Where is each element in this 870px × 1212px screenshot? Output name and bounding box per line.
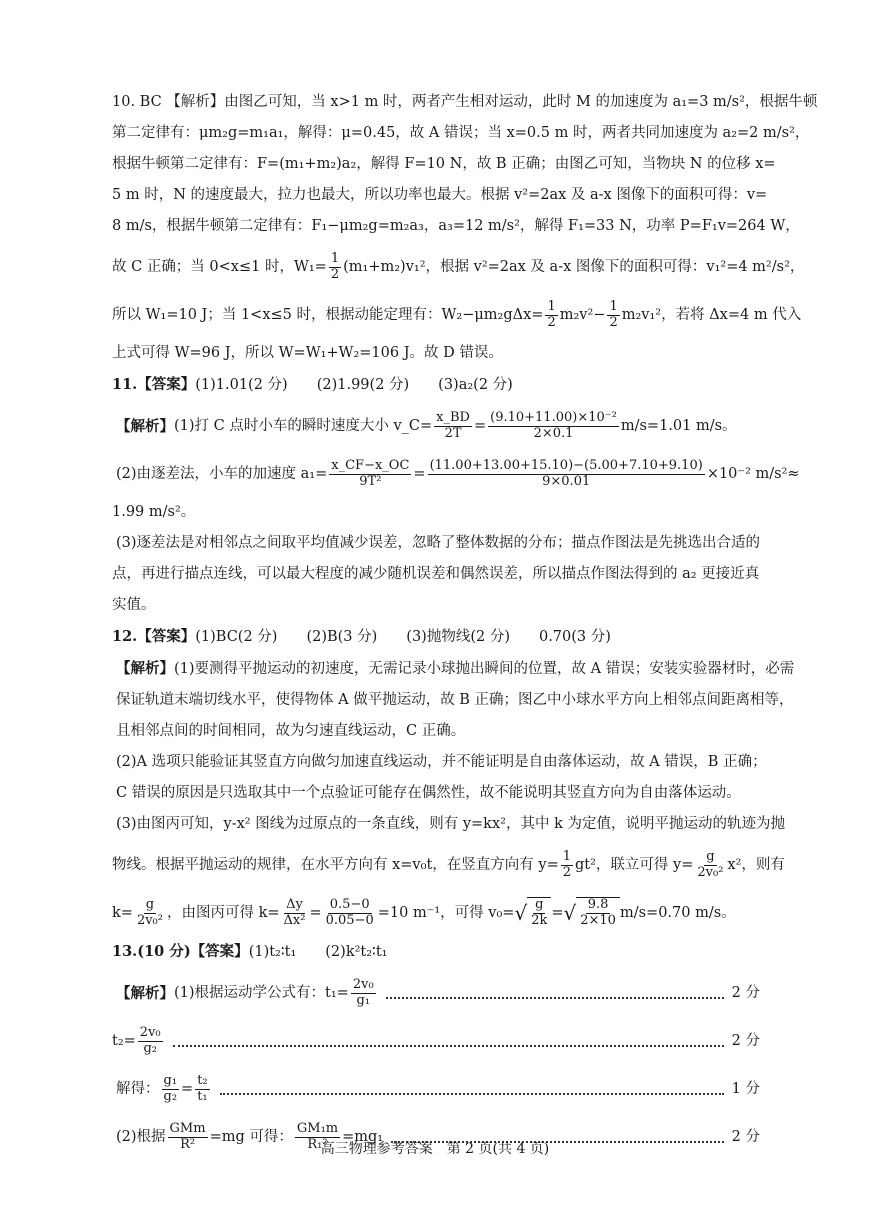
half-fraction: $\frac{1}{2}$ <box>609 298 618 330</box>
q13-answer <box>112 941 760 963</box>
q13-gravity-fraction: $\frac{\text{GMm}}{\text{R²}}$ <box>169 1120 206 1152</box>
q11-part-1-text: (1)打 C 点时小车的瞬时速度大小 v_C= <box>174 417 433 434</box>
q13-row-3 <box>112 1069 760 1109</box>
sqrt-symbol: √ <box>514 900 528 925</box>
q13-t-ratio-fraction: $\frac{\text{t₂}}{\text{t₁}}$ <box>197 1072 208 1104</box>
q10-line-3: 根据牛顿第二定律有：F=(m₁+m₂)a₂，解得 F=10 N，故 B 正确；由图乙可知，当物块 N 的位移 x= <box>112 156 776 172</box>
q10-line-4: 5 m 时，N 的速度最大，拉力也最大，所以功率也最大。根据 v²=2ax 及 a-x 图像下的面积可得：v= <box>112 187 768 203</box>
q13-row-4-score: 2 分 <box>731 1128 760 1145</box>
q13-g-ratio-fraction: $\frac{\text{g₁}}{\text{g₂}}$ <box>163 1072 178 1104</box>
leader-dots <box>386 996 724 999</box>
q10-line-7 <box>112 295 802 335</box>
q13-equals: = <box>181 1080 194 1097</box>
q13-row-3-text: 解得： <box>116 1080 160 1097</box>
q12-k-fraction: $\frac{g}{\text{2v₀²}}$ <box>136 896 163 928</box>
q11-part-1-result: m/s=1.01 m/s。 <box>620 417 737 434</box>
q12-part-1-line-2: 保证轨道末端切线水平，使得物体 A 做平抛运动，故 B 正确；图乙中小球水平方向上相邻点间距离相等， <box>116 692 794 708</box>
q13-row-3-score: 1 分 <box>731 1080 760 1097</box>
q10-line-7b: m₂v²− <box>559 306 606 323</box>
q12-part-3-line-2 <box>112 845 785 885</box>
q13-row-4-text: =mg 可得： <box>209 1128 293 1145</box>
leader-dots <box>220 1092 724 1095</box>
q11-part-1: 【解析】 (1)打 C 点时小车的瞬时速度大小 v_C= $\frac{x\_BD}{2T}$ = $\frac{\text{(9.10+11.00)×10⁻²}}{2\times 0.1}$ m/s=1.01 m/s。 <box>116 409 737 441</box>
q11-analysis-label: 【解析】 <box>116 417 174 435</box>
q13-t2-fraction: $\frac{\text{2v₀}}{\text{g₂}}$ <box>139 1024 161 1056</box>
q12-half-fraction: $\frac{1}{2}$ <box>562 848 571 880</box>
q12-answer-text: (1)BC(2 分) (2)B(3 分) (3)抛物线(2 分) 0.70(3 分) <box>195 629 611 645</box>
q10-line-7a: 所以 W₁=10 J；当 1<x≤5 时，根据动能定理有：W₂−μm₂gΔx= <box>112 306 544 323</box>
q13-t1-fraction: $\frac{\text{2v₀}}{\text{g₁}}$ <box>352 976 374 1008</box>
q13-row-2 <box>112 1021 760 1061</box>
half-fraction: $\frac{1}{2}$ <box>547 298 556 330</box>
q13-row-2-text: t₂= <box>112 1032 136 1049</box>
q12-part-3-line-3 <box>112 893 760 933</box>
q11-part-3-line-3: 实值。 <box>112 597 156 613</box>
q10-line-7c: m₂v₁²，若将 Δx=4 m 代入 <box>621 306 802 323</box>
q12-radical-1: $\frac{g}{2k}$ <box>527 897 551 929</box>
q10-line-1: 10. BC 【解析】由图乙可知，当 x>1 m 时，两者产生相对运动，此时 M 的加速度为 a₁=3 m/s²，根据牛顿 <box>112 94 818 110</box>
q11-a1-fraction: $\frac{x\_CF-x\_OC}{\text{9T²}}$ <box>331 457 410 489</box>
q12-part-2-line-2: C 错误的原因是只选取其中一个点验证可能存在偶然性，故不能说明其竖直方向为自由落体运动。 <box>116 785 741 801</box>
q11-part-3-line-2: 点，再进行描点连线，可以最大程度的减少随机误差和偶然误差，所以描点作图法得到的 a₂ 更接近真 <box>112 566 760 582</box>
q13-answer-label: 13.(10 分)【答案】 <box>112 943 249 960</box>
q13-row-1-score: 2 分 <box>731 984 760 1001</box>
q11-answer-text: (1)1.01(2 分) (2)1.99(2 分) (3)a₂(2 分) <box>195 377 513 393</box>
q12-g-fraction: $\frac{g}{\text{2v₀²}}$ <box>697 848 724 880</box>
q10-line-2: 第二定律有：μm₂g=m₁a₁，解得：μ=0.45，故 A 错误；当 x=0.5 m 时，两者共同加速度为 a₂=2 m/s²， <box>112 125 810 141</box>
q13-row-4-text: =mg₁ <box>342 1128 384 1145</box>
q11-part-2-unit: ×10⁻² m/s²≈ <box>706 465 800 482</box>
half-fraction: $\frac{1}{2}$ <box>330 250 340 282</box>
q10-line-6b: (m₁+m₂)v₁²，根据 v²=2ax 及 a-x 图像下的面积可得：v₁²=4 m²/s²， <box>343 258 805 275</box>
q12-part-3-result: m/s=0.70 m/s。 <box>619 904 736 921</box>
q12-equals: = <box>551 904 564 921</box>
q12-part-1-text: (1)要测得平抛运动的初速度，无需记录小球抛出瞬间的位置，故 A 错误；安装实验器材时，必需 <box>174 661 795 677</box>
q12-part-3-line-1: (3)由图丙可知，y-x² 图线为过原点的一条直线，则有 y=kx²，其中 k 为定值，说明平抛运动的轨迹为抛 <box>116 816 785 832</box>
q13-row-1 <box>112 973 760 1013</box>
q11-a1-value-fraction: $\frac{(11.00+13.00+15.10)-(5.00+7.10+9.10)}{9\times 0.01}$ <box>429 457 703 489</box>
q11-part-2-text: (2)由逐差法，小车的加速度 a₁= <box>116 465 328 482</box>
q12-part-1-line-3: 且相邻点间的时间相同，故为匀速直线运动，C 正确。 <box>116 723 466 739</box>
q12-k-label: k= <box>112 904 133 921</box>
q11-part-2-result: 1.99 m/s²。 <box>112 504 196 520</box>
q10-line-6 <box>112 247 805 287</box>
q11-part-3-line-1: (3)逐差法是对相邻点之间取平均值减少误差，忽略了整体数据的分布；描点作图法是先挑选出合适的 <box>116 535 761 551</box>
q10-line-8: 上式可得 W=96 J，所以 W=W₁+W₂=106 J。故 D 错误。 <box>112 345 503 361</box>
q13-answer-text: (1)t₂∶t₁ (2)k²t₂∶t₁ <box>248 944 388 960</box>
q12-part-3-text: 物线。根据平抛运动的规律，在水平方向有 x=v₀t，在竖直方向有 y= <box>112 856 559 873</box>
q12-part-3-text: =10 m⁻¹，可得 v₀= <box>377 904 515 921</box>
q12-part-3-text: gt²，联立可得 y= <box>575 856 694 873</box>
q13-row-1-text: (1)根据运动学公式有：t₁= <box>174 984 349 1001</box>
q11-answer <box>112 374 760 396</box>
q10-line-5: 8 m/s，根据牛顿第二定律有：F₁−μm₂g=m₂a₃，a₃=12 m/s²，解得 F₁=33 N，功率 P=F₁v=264 W， <box>112 218 800 234</box>
q11-answer-label: 11.【答案】 <box>112 376 196 393</box>
q11-part-2: (2)由逐差法，小车的加速度 a₁= $\frac{x\_CF-x\_OC}{\text{9T²}}$ = $\frac{(11.00+13.00+15.10)-(5.00+7.10+9.10)}{9\times 0.01}$ ×10⁻² m/s²≈ <box>116 457 800 489</box>
q13-row-4-text: (2)根据 <box>116 1128 166 1145</box>
leader-dots <box>173 1044 724 1047</box>
q13-analysis-label: 【解析】 <box>116 984 174 1002</box>
q12-part-2-line-1: (2)A 选项只能验证其竖直方向做匀加速直线运动，并不能证明是自由落体运动，故 A 错误，B 正确； <box>116 754 767 770</box>
q12-radical-2: $\frac{9.8}{2\times 10}$ <box>576 897 620 929</box>
q12-slope-value-fraction: $\frac{0.5-0}{0.05-0}$ <box>325 896 374 928</box>
q12-part-3-text: ，由图丙可得 k= <box>166 904 280 921</box>
q13-gravity-1-fraction: $\frac{\text{GM₁m}}{\text{R₁²}}$ <box>296 1120 339 1152</box>
q12-equals: = <box>309 904 322 921</box>
q12-slope-fraction: $\frac{\Delta y}{\text{Δx²}}$ <box>283 896 306 928</box>
q12-part-1-line-1 <box>112 658 795 680</box>
q10-line-6a: 故 C 正确；当 0<x≤1 时，W₁= <box>112 258 327 275</box>
sqrt-symbol: √ <box>563 900 577 925</box>
q12-answer-label: 12.【答案】 <box>112 628 196 645</box>
q12-answer <box>112 626 760 648</box>
q11-vc-value-fraction: $\frac{\text{(9.10+11.00)×10⁻²}}{2\times 0.1}$ <box>490 409 617 441</box>
q11-vc-fraction: $\frac{x\_BD}{2T}$ <box>436 409 470 441</box>
q13-row-2-score: 2 分 <box>731 1032 760 1049</box>
q12-analysis-label: 【解析】 <box>116 660 174 677</box>
q12-part-3-text: x²，则有 <box>727 856 785 873</box>
page-footer: 高三物理参考答案 第 2 页(共 4 页) <box>320 1141 550 1157</box>
